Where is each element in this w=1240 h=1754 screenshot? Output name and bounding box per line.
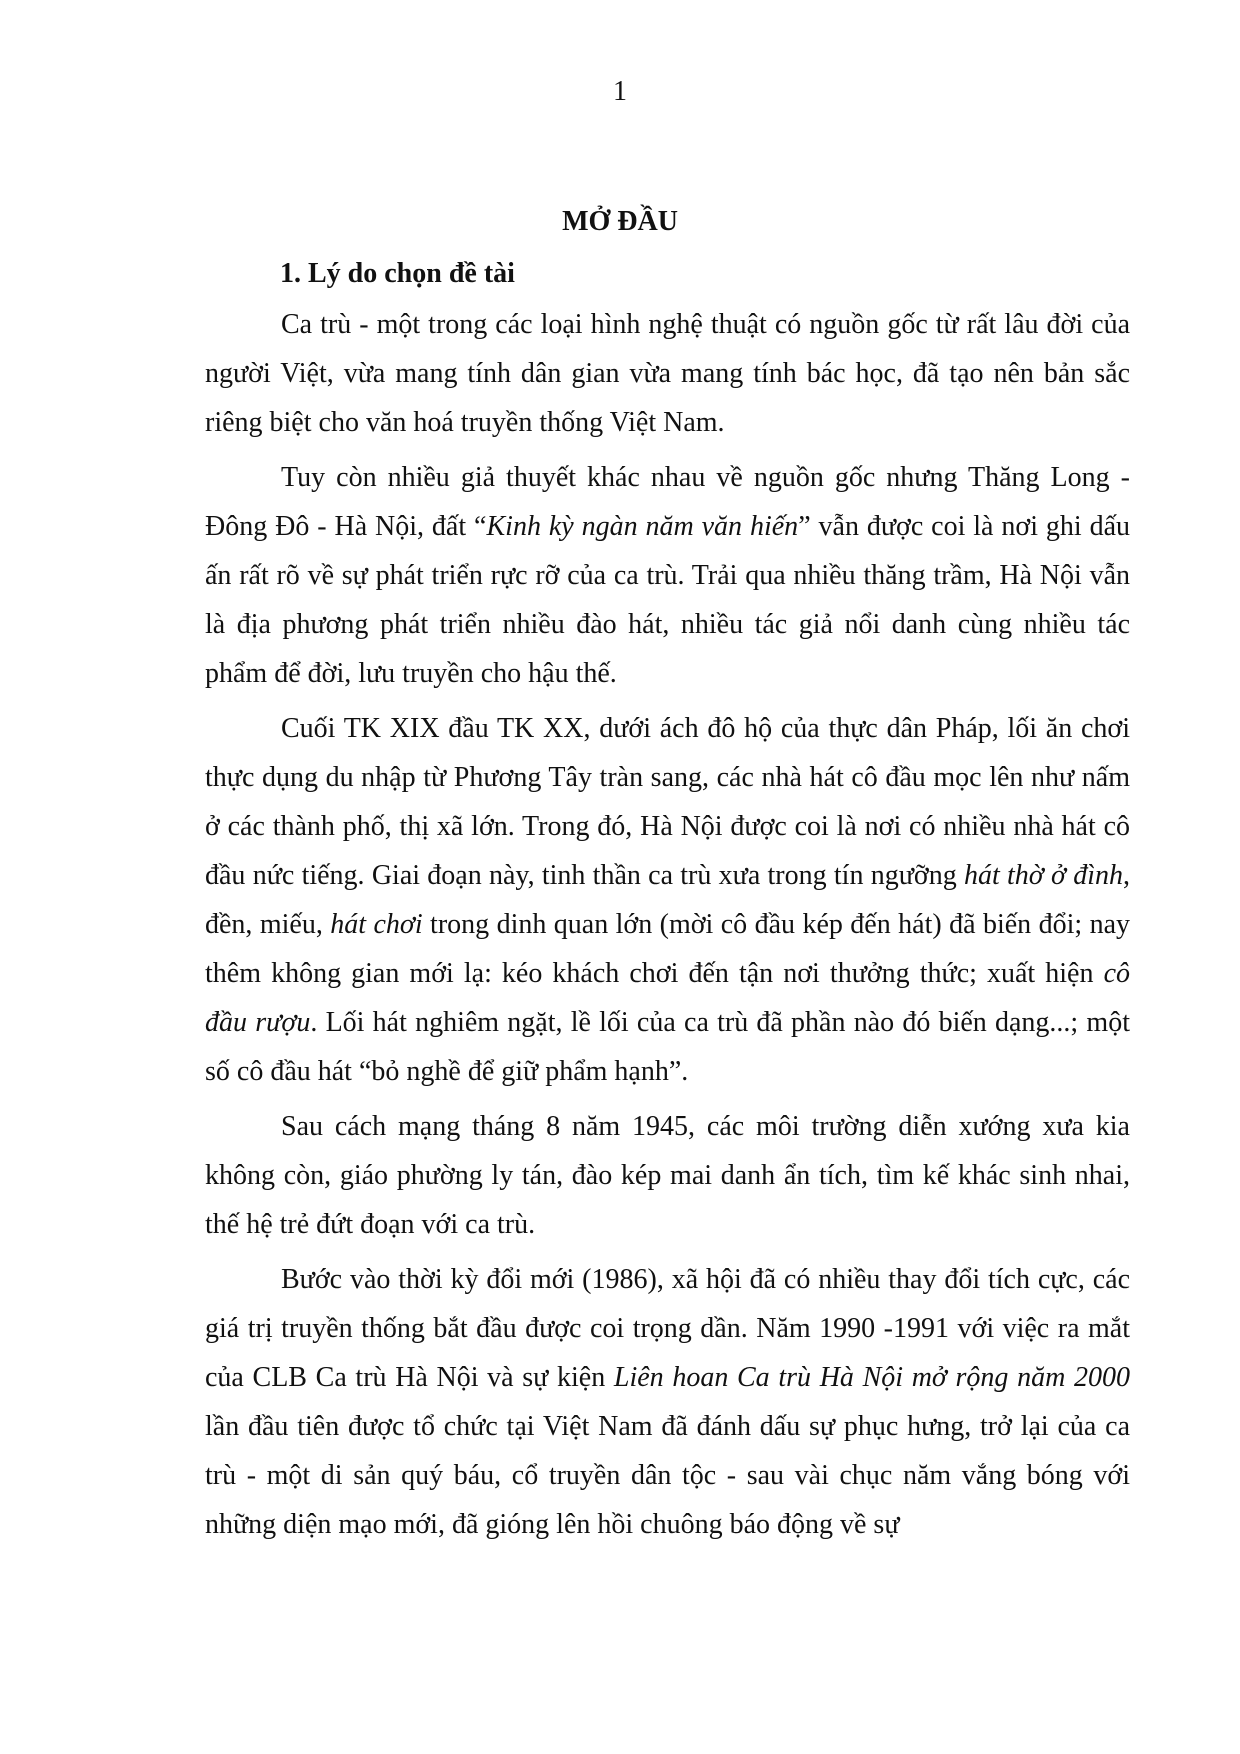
italic-text: hát chơi xyxy=(330,909,423,940)
italic-text: Kinh kỳ ngàn năm văn hiến xyxy=(486,511,799,542)
text-run: lần đầu tiên được tổ chức tại Việt Nam đã đánh dấu sự phục hưng, trở lại của ca trù - một di sản quý báu, cổ truyền dân tộc - sau vài chục năm vắng bóng với những diện mạo mới, đã gióng lên hồi chuông báo động về sự xyxy=(205,1411,1130,1540)
italic-text: Liên hoan Ca trù Hà Nội mở rộng năm 2000 xyxy=(613,1362,1130,1393)
text-run: trong dinh quan lớn (mời cô đầu kép đến hát) đã biến đổi; nay thêm không gian mới lạ: kéo khách chơi đến tận nơi thưởng thức; xuất hiện xyxy=(205,909,1130,989)
section-title: 1. Lý do chọn đề tài xyxy=(280,258,515,289)
text-run: , đền, miếu, xyxy=(205,860,1130,940)
paragraph xyxy=(205,704,1130,1096)
body-text xyxy=(205,300,1130,1555)
text-run: Ca trù - một trong các loại hình nghệ thuật có nguồn gốc từ rất lâu đời của người Việt, vừa mang tính dân gian vừa mang tính bác học, đã tạo nên bản sắc riêng biệt cho văn hoá truyền thống Việt Nam. xyxy=(205,309,1130,438)
text-run: . Lối hát nghiêm ngặt, lề lối của ca trù đã phần nào đó biến dạng...; một số cô đầu hát “bỏ nghề để giữ phẩm hạnh”. xyxy=(205,1007,1130,1087)
paragraph xyxy=(205,300,1130,447)
page-number: 1 xyxy=(613,76,627,107)
paragraph xyxy=(205,1102,1130,1249)
text-run: ” vẫn được coi là nơi ghi dấu ấn rất rõ về sự phát triển rực rỡ của ca trù. Trải qua nhiều thăng trầm, Hà Nội vẫn là địa phương phát triển nhiều đào hát, nhiều tác giả nổi danh cùng nhiều tác phẩm để đời, lưu truyền cho hậu thế. xyxy=(205,511,1130,689)
text-run: Cuối TK XIX đầu TK XX, dưới ách đô hộ của thực dân Pháp, lối ăn chơi thực dụng du nhập từ Phương Tây tràn sang, các nhà hát cô đầu mọc lên như nấm ở các thành phố, thị xã lớn. Trong đó, Hà Nội được coi là nơi có nhiều nhà hát cô đầu nức tiếng. Giai đoạn này, tinh thần ca trù xưa trong tín ngưỡng xyxy=(205,713,1130,891)
italic-text: cô đầu rượu xyxy=(205,958,1130,1038)
text-run: Sau cách mạng tháng 8 năm 1945, các môi trường diễn xướng xưa kia không còn, giáo phường ly tán, đào kép mai danh ẩn tích, tìm kế khác sinh nhai, thế hệ trẻ đứt đoạn với ca trù. xyxy=(205,1111,1130,1240)
text-run: Bước vào thời kỳ đổi mới (1986), xã hội đã có nhiều thay đổi tích cực, các giá trị truyền thống bắt đầu được coi trọng dần. Năm 1990 -1991 với việc ra mắt của CLB Ca trù Hà Nội và sự kiện xyxy=(205,1264,1130,1393)
paragraph xyxy=(205,453,1130,698)
italic-text: hát thờ ở đình xyxy=(963,860,1123,891)
chapter-heading: MỞ ĐẦU xyxy=(562,206,678,237)
text-run: Tuy còn nhiều giả thuyết khác nhau về nguồn gốc nhưng Thăng Long - Đông Đô - Hà Nội, đất “ xyxy=(205,462,1130,542)
paragraph xyxy=(205,1255,1130,1549)
